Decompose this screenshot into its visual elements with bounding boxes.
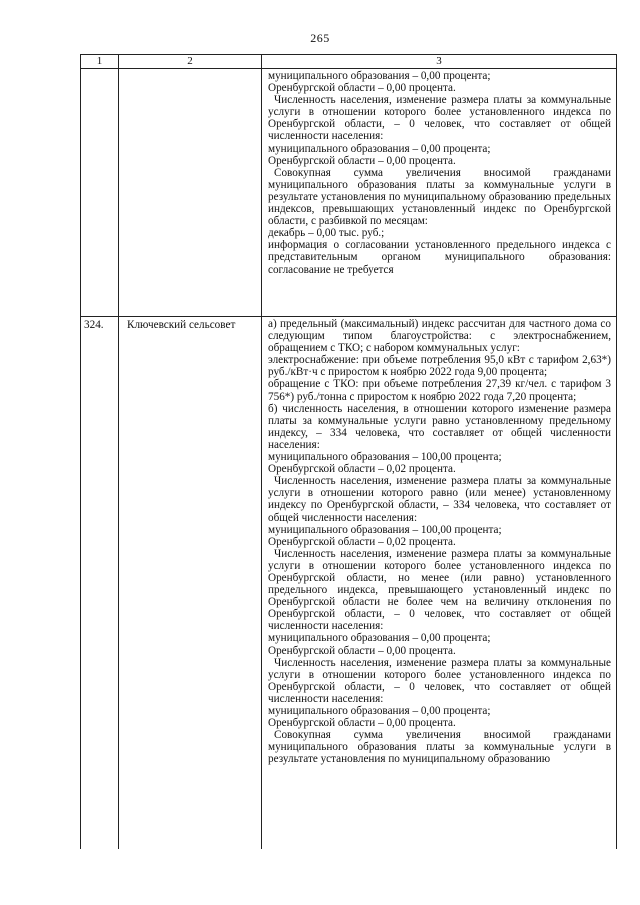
description-cell: [262, 317, 617, 850]
municipality-cell: [119, 69, 262, 317]
description-text: [262, 69, 616, 277]
table-row-continued: [81, 69, 617, 317]
indices-table: [80, 54, 617, 849]
text-line: Совокупная сумма увеличения вносимой гражданами муниципального образования платы за коммунальные услуги в результате установления по муниципальному образованию предельных индексов, превышающих установленный индекс по Оренбургской области, с разбивкой по месяцам:: [268, 166, 611, 228]
text-line: Совокупная сумма увеличения вносимой гражданами муниципального образования платы за коммунальные услуги в результате установления по муниципальному образованию: [268, 729, 611, 766]
column-header-2: 2: [119, 55, 262, 69]
table-header-row: [81, 55, 617, 69]
text-line: обращение с ТКО: при объеме потребления 27,39 кг/чел. с тарифом 3 756*) руб./тонна с приростом к ноябрю 2022 года 7,20 процента;: [268, 378, 611, 403]
text-line: Численность населения, изменение размера платы за коммунальные услуги в отношении которого равно (или менее) установленному индексу по Оренбургской области, – 334 человека, что составляет от общей численности населения:: [268, 475, 611, 524]
text-line: информация о согласовании установленного предельного индекса с представительным органом муниципального образования: согласование не требуется: [268, 239, 611, 276]
description-cell: [262, 69, 617, 317]
text-line: муниципального образования – 0,00 процента;: [268, 142, 491, 155]
table-row-324: [81, 317, 617, 850]
column-header-1: 1: [81, 55, 119, 69]
text-line: муниципального образования – 100,00 процента;: [268, 451, 502, 464]
text-line: Оренбургской области – 0,00 процента.: [268, 644, 456, 657]
text-line: муниципального образования – 0,00 процента;: [268, 705, 491, 717]
municipality-name: Ключевский сельсовет: [127, 319, 236, 331]
text-line: Численность населения, изменение размера платы за коммунальные услуги в отношении которого более установленного индекса по Оренбургской области, – 0 человек, что составляет от общей численности населения:: [268, 656, 611, 705]
text-line: декабрь – 0,00 тыс. руб.;: [268, 227, 385, 240]
text-line: Оренбургской области – 0,00 процента.: [268, 154, 456, 167]
text-line: Оренбургской области – 0,00 процента.: [268, 82, 456, 95]
page-number: 265: [310, 31, 330, 45]
row-number-cell: [81, 69, 119, 317]
municipality-cell: [119, 317, 262, 850]
text-line: муниципального образования – 0,00 процента;: [268, 70, 491, 82]
text-line: б) численность населения, в отношении которого изменение размера платы за коммунальные услуги равно установленному предельному индексу, – 334 человека, что составляет от общей численности населения:: [268, 402, 611, 451]
text-line: Оренбургской области – 0,02 процента.: [268, 535, 456, 548]
text-line: Оренбургской области – 0,02 процента.: [268, 463, 456, 476]
row-number: 324.: [84, 319, 104, 331]
row-number-cell: [81, 317, 119, 850]
text-line: Оренбургской области – 0,00 процента.: [268, 717, 456, 730]
text-line: муниципального образования – 0,00 процента;: [268, 632, 491, 645]
text-line: Численность населения, изменение размера платы за коммунальные услуги в отношении которого более установленного индекса по Оренбургской области, – 0 человек, что составляет от общей численности населения:: [268, 94, 611, 143]
text-line: а) предельный (максимальный) индекс рассчитан для частного дома со следующим типом благоустройства: с электроснабжением, обращением с ТКО; с набором коммунальных услуг:: [268, 318, 611, 355]
text-line: Численность населения, изменение размера платы за коммунальные услуги в отношении которого более установленного индекса по Оренбургской области, но менее (или равно) установленного предельного индекса, превышающего установленный индекс по Оренбургской области не более чем на величину отклонения по Оренбургской области, – 0 человек, что составляет от общей численности населения:: [268, 547, 611, 633]
description-text: [262, 317, 616, 766]
text-line: электроснабжение: при объеме потребления 95,0 кВт с тарифом 2,63*) руб./кВт·ч с приростом к ноябрю 2022 года 9,00 процента;: [268, 354, 611, 379]
text-line: муниципального образования – 100,00 процента;: [268, 523, 502, 536]
column-header-3: 3: [262, 55, 617, 69]
